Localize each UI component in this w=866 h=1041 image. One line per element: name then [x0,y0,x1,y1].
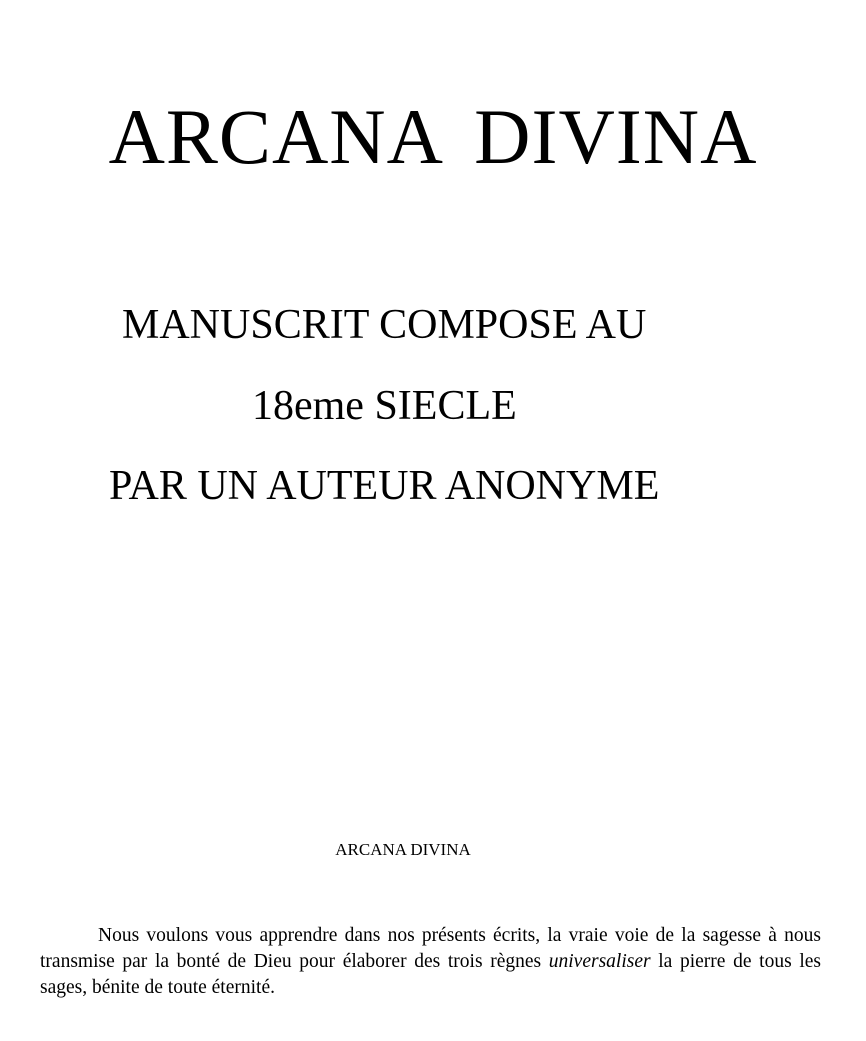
paragraph-text-part-1: Nous voulons vous apprendre dans nos présents écrits, la vraie voie de la sagesse à nous transmise par la bonté de Dieu pour élaborer des trois règnes [40,925,821,972]
paragraph-emphasis: universaliser [548,951,651,972]
main-title: ARCANA DIVINA [108,93,758,180]
body-paragraph [40,923,821,1001]
subtitle-line-2: 18eme SIECLE [252,383,517,429]
subtitle-line-3: PAR UN AUTEUR ANONYME [109,463,660,509]
paragraph-text-part-2: la pierre de tous les sages, bénite de toute éternité. [40,951,821,998]
section-heading: ARCANA DIVINA [335,840,471,859]
subtitle-line-1: MANUSCRIT COMPOSE AU [122,302,647,348]
